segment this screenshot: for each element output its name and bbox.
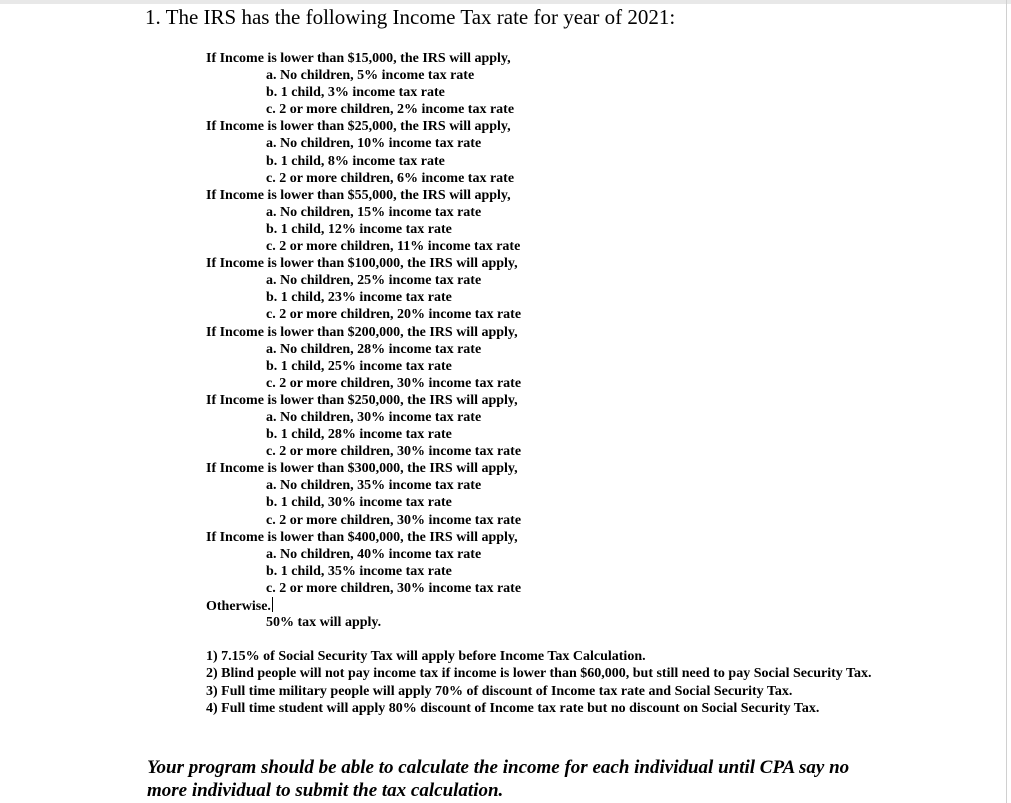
otherwise-rate: 50% tax will apply.: [266, 615, 382, 631]
bracket-option: c. 2 or more children, 6% income tax rate: [266, 170, 515, 186]
page-right-border: [1006, 0, 1007, 803]
notes-list: [206, 648, 886, 717]
bracket-condition: If Income is lower than $300,000, the IRS will apply,: [206, 461, 518, 477]
bracket-condition: If Income is lower than $15,000, the IRS will apply,: [206, 51, 511, 66]
tax-bracket-list: [206, 50, 966, 631]
text-cursor: [272, 597, 273, 612]
bracket-condition: If Income is lower than $25,000, the IRS will apply,: [206, 119, 511, 135]
note-item: 3) Full time military people will apply 70% of discount of Income tax rate and Social Security Tax.: [206, 683, 793, 699]
bracket-condition: If Income is lower than $55,000, the IRS will apply,: [206, 187, 511, 203]
bracket-option: a. No children, 10% income tax rate: [266, 136, 482, 152]
bracket-option: a. No children, 35% income tax rate: [266, 478, 482, 494]
note-item: 4) Full time student will apply 80% discount of Income tax rate but no discount on Social Security Tax.: [206, 700, 820, 716]
bracket-option: b. 1 child, 28% income tax rate: [266, 427, 452, 443]
bracket-option: c. 2 or more children, 2% income tax rate: [266, 102, 515, 118]
bracket-condition: If Income is lower than $200,000, the IRS will apply,: [206, 324, 518, 340]
question-heading: 1. The IRS has the following Income Tax rate for year of 2021:: [145, 5, 676, 29]
otherwise-label: Otherwise.: [206, 599, 271, 614]
bracket-option: c. 2 or more children, 11% income tax rate: [266, 239, 521, 255]
bracket-option: a. No children, 40% income tax rate: [266, 546, 482, 562]
note-item: 2) Blind people will not pay income tax if income is lower than $60,000, but still need to pay Social Security Tax.: [206, 666, 872, 682]
bracket-condition: If Income is lower than $100,000, the IRS will apply,: [206, 256, 518, 272]
bracket-option: a. No children, 28% income tax rate: [266, 341, 482, 357]
bracket-condition: If Income is lower than $400,000, the IRS will apply,: [206, 529, 518, 545]
bracket-condition: If Income is lower than $250,000, the IRS will apply,: [206, 392, 518, 408]
bracket-option: b. 1 child, 30% income tax rate: [266, 495, 452, 511]
otherwise-line[interactable]: [206, 597, 966, 614]
bracket-option: c. 2 or more children, 30% income tax rate: [266, 580, 522, 596]
bracket-option: b. 1 child, 3% income tax rate: [266, 85, 445, 101]
bracket-option: b. 1 child, 25% income tax rate: [266, 358, 452, 374]
bracket-option: c. 2 or more children, 30% income tax rate: [266, 512, 522, 528]
bracket-option: c. 2 or more children, 30% income tax rate: [266, 375, 522, 391]
bracket-option: a. No children, 30% income tax rate: [266, 409, 482, 425]
bracket-option: b. 1 child, 12% income tax rate: [266, 221, 452, 237]
bracket-option: c. 2 or more children, 20% income tax rate: [266, 307, 522, 323]
note-item: 1) 7.15% of Social Security Tax will apply before Income Tax Calculation.: [206, 649, 646, 664]
bracket-option: a. No children, 5% income tax rate: [266, 68, 475, 84]
closing-instruction: Your program should be able to calculate the income for each individual until CPA say no more individual to submit the tax calculation.: [147, 757, 850, 801]
bracket-option: c. 2 or more children, 30% income tax rate: [266, 444, 522, 460]
bracket-option: b. 1 child, 23% income tax rate: [266, 290, 452, 306]
bracket-option: a. No children, 15% income tax rate: [266, 204, 482, 220]
bracket-option: a. No children, 25% income tax rate: [266, 273, 482, 289]
bracket-option: b. 1 child, 8% income tax rate: [266, 153, 445, 169]
bracket-option: b. 1 child, 35% income tax rate: [266, 563, 452, 579]
